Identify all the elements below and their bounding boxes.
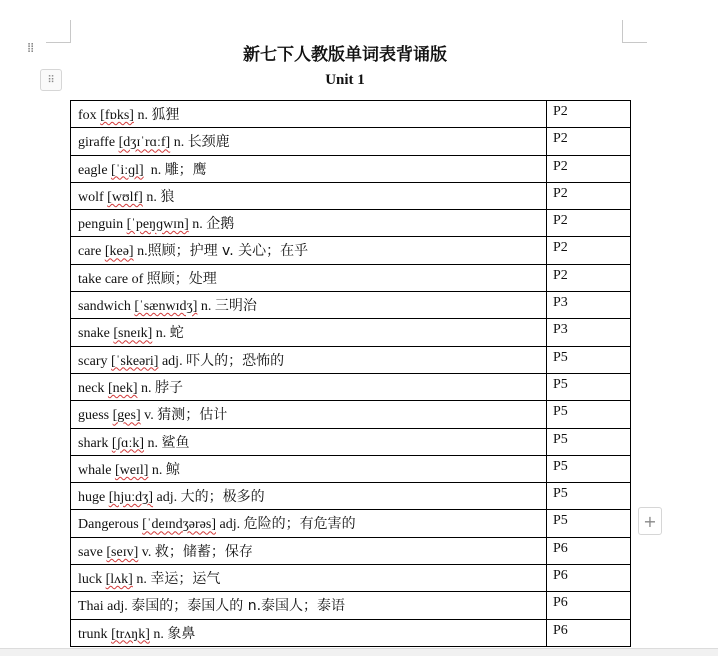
page-number: P2 <box>553 213 568 229</box>
table-row <box>71 101 631 128</box>
meaning-text: 企鹅 <box>206 216 235 233</box>
word-cell[interactable] <box>71 237 547 264</box>
phonetic-text: [ˈskeəri] <box>111 353 159 369</box>
table-row <box>71 537 631 564</box>
meaning-text: 照顾；处理 <box>146 270 217 287</box>
table-row <box>71 182 631 209</box>
meaning-text: 照顾；护理 v. 关心；在乎 <box>147 243 309 260</box>
page-number: P2 <box>553 185 568 201</box>
word-cell[interactable] <box>71 565 547 592</box>
meaning-text: 脖子 <box>154 379 183 396</box>
phonetic-text: [lʌk] <box>105 572 133 588</box>
page-number: P5 <box>553 486 568 502</box>
meaning-text: 三明治 <box>214 298 257 315</box>
part-of-speech: adj. <box>153 490 181 506</box>
page-cell[interactable] <box>547 292 631 319</box>
word-cell[interactable] <box>71 483 547 510</box>
part-of-speech: adj. <box>158 353 187 369</box>
phonetic-text: [weɪl] <box>114 462 149 478</box>
part-of-speech: n. <box>188 217 207 233</box>
word-cell[interactable] <box>71 210 547 237</box>
page-cell[interactable] <box>547 237 631 264</box>
grip-icon[interactable]: ⠿ <box>40 69 62 91</box>
table-row <box>71 264 631 291</box>
phonetic-text: [ˈsænwɪdʒ] <box>134 299 198 315</box>
page-cell[interactable] <box>547 128 631 155</box>
page-cell[interactable] <box>547 155 631 182</box>
document-title: 新七下人教版单词表背诵版 <box>243 45 447 65</box>
part-of-speech: n. <box>142 189 161 205</box>
word-text: take care of <box>78 271 144 287</box>
word-cell[interactable] <box>71 346 547 373</box>
page-cell[interactable] <box>547 182 631 209</box>
word-text: save <box>78 544 103 560</box>
word-cell[interactable] <box>71 128 547 155</box>
page-number: P2 <box>553 240 568 256</box>
word-text: shark <box>78 435 109 451</box>
word-text: eagle <box>78 162 108 178</box>
page-cell[interactable] <box>547 210 631 237</box>
meaning-text: 象鼻 <box>167 625 196 642</box>
part-of-speech: adj. <box>216 517 244 533</box>
word-text: luck <box>78 572 103 588</box>
word-text: sandwich <box>78 299 131 315</box>
unit-heading: Unit 1 <box>325 72 365 88</box>
meaning-text: 猜测；估计 <box>157 407 228 424</box>
part-of-speech: n. <box>148 462 166 478</box>
word-cell[interactable] <box>71 510 547 537</box>
drag-handle-icon[interactable]: ⁞⁞ <box>27 41 34 56</box>
word-text: fox <box>78 108 97 123</box>
word-cell[interactable] <box>71 155 547 182</box>
meaning-text: 蛇 <box>169 325 184 342</box>
word-cell[interactable] <box>71 455 547 482</box>
part-of-speech: n. <box>144 435 162 451</box>
part-of-speech: v. <box>138 544 155 560</box>
part-of-speech: n. <box>197 299 215 315</box>
word-cell[interactable] <box>71 182 547 209</box>
part-of-speech: n. <box>137 380 155 396</box>
table-row <box>71 565 631 592</box>
word-cell[interactable] <box>71 292 547 319</box>
part-of-speech: n. <box>133 244 148 260</box>
phonetic-text: [wʊlf] <box>107 189 143 205</box>
part-of-speech: n. <box>170 135 188 151</box>
plus-icon[interactable]: + <box>638 507 662 535</box>
word-text: snake <box>78 326 110 342</box>
meaning-text: 幸运；运气 <box>150 571 221 588</box>
word-cell[interactable] <box>71 592 547 619</box>
phonetic-text: [ˈiːɡl] <box>111 162 144 178</box>
page-number: P5 <box>553 404 568 420</box>
table-row <box>71 128 631 155</box>
page-cell[interactable] <box>547 483 631 510</box>
table-row <box>71 210 631 237</box>
phonetic-text: [hjuːdʒ] <box>108 490 154 506</box>
meaning-text: 吓人的；恐怖的 <box>186 352 285 369</box>
table-row <box>71 619 631 646</box>
page-cell[interactable] <box>547 537 631 564</box>
page-corner-mark <box>46 20 71 43</box>
table-row <box>71 292 631 319</box>
word-cell[interactable] <box>71 319 547 346</box>
page-number: P5 <box>553 376 568 392</box>
page-corner-mark <box>622 20 647 43</box>
table-row <box>71 510 631 537</box>
meaning-text: 危险的；有危害的 <box>243 516 356 533</box>
page-number: P2 <box>553 267 568 283</box>
meaning-text: 泰国的；泰国人的 n.泰国人；泰语 <box>131 598 346 615</box>
word-text: Thai <box>78 599 104 615</box>
phonetic-text: [ˈdeɪndʒərəs] <box>142 517 216 533</box>
page-cell[interactable] <box>547 565 631 592</box>
phonetic-text: [nek] <box>107 380 138 396</box>
meaning-text: 长颈鹿 <box>187 134 230 151</box>
page-cell[interactable] <box>547 455 631 482</box>
word-cell[interactable] <box>71 401 547 428</box>
page-cell[interactable] <box>547 101 631 128</box>
page-cell[interactable] <box>547 373 631 400</box>
word-text: neck <box>78 380 105 396</box>
page-cell[interactable] <box>547 319 631 346</box>
phonetic-text: [trʌŋk] <box>111 626 150 642</box>
page-cell[interactable] <box>547 428 631 455</box>
word-text: penguin <box>78 217 124 233</box>
page-number: P5 <box>553 458 568 474</box>
page-cell[interactable] <box>547 619 631 646</box>
word-cell[interactable] <box>71 373 547 400</box>
table-row <box>71 428 631 455</box>
page-number: P5 <box>553 513 568 529</box>
part-of-speech: n. <box>152 326 170 342</box>
vocabulary-table <box>70 100 631 647</box>
page-number: P2 <box>553 158 568 174</box>
word-text: giraffe <box>78 135 116 151</box>
page-cell[interactable] <box>547 264 631 291</box>
word-text: scary <box>78 353 108 369</box>
table-row <box>71 592 631 619</box>
page-number: P6 <box>553 595 568 611</box>
word-cell[interactable] <box>71 537 547 564</box>
page-number: P2 <box>553 131 568 147</box>
meaning-text: 大的；极多的 <box>180 489 265 506</box>
meaning-text: 救；储蓄；保存 <box>154 543 253 560</box>
page-number: P6 <box>553 540 568 556</box>
page-cell[interactable] <box>547 510 631 537</box>
part-of-speech: n. <box>149 626 168 642</box>
page-number: P6 <box>553 622 568 638</box>
word-text: huge <box>78 490 106 506</box>
word-cell[interactable] <box>71 619 547 646</box>
meaning-text: 鲸 <box>165 461 180 478</box>
table-row <box>71 319 631 346</box>
phonetic-text: [fɒks] <box>100 108 134 123</box>
phonetic-text: [keə] <box>104 244 134 260</box>
word-cell[interactable] <box>71 264 547 291</box>
page-number: P5 <box>553 349 568 365</box>
part-of-speech: n. <box>132 572 151 588</box>
meaning-text: 雕；鹰 <box>164 161 207 178</box>
meaning-text: 狼 <box>160 188 175 205</box>
phonetic-text: [sneɪk] <box>113 326 153 342</box>
word-text: wolf <box>78 189 104 205</box>
word-text: Dangerous <box>78 517 139 533</box>
phonetic-text: [ges] <box>112 408 141 424</box>
table-row <box>71 455 631 482</box>
word-cell[interactable] <box>71 101 547 128</box>
word-text: whale <box>78 462 112 478</box>
phonetic-text: [ˈpeŋɡwɪn] <box>126 217 189 233</box>
phonetic-text: [ʃɑːk] <box>111 435 145 451</box>
word-text: care <box>78 244 105 260</box>
part-of-speech: v. <box>140 408 158 424</box>
part-of-speech: adj. <box>103 599 132 615</box>
part-of-speech: n. <box>133 108 152 123</box>
table-row <box>71 346 631 373</box>
part-of-speech: n. <box>143 162 165 178</box>
table-row <box>71 373 631 400</box>
meaning-text: 狐狸 <box>151 107 180 123</box>
page-cell[interactable] <box>547 346 631 373</box>
phonetic-text: [seɪv] <box>106 544 139 560</box>
table-row <box>71 401 631 428</box>
word-text: guess <box>78 408 110 424</box>
page-number: P3 <box>553 295 568 311</box>
word-text: trunk <box>78 626 108 642</box>
phonetic-text: [dʒɪˈrɑːf] <box>118 135 171 151</box>
table-row <box>71 237 631 264</box>
meaning-text: 鲨鱼 <box>161 434 190 451</box>
page-number: P3 <box>553 322 568 338</box>
page-cell[interactable] <box>547 401 631 428</box>
word-cell[interactable] <box>71 428 547 455</box>
page-number: P6 <box>553 568 568 584</box>
page-number: P5 <box>553 431 568 447</box>
table-row <box>71 483 631 510</box>
page-number: P2 <box>553 104 568 119</box>
page-cell[interactable] <box>547 592 631 619</box>
table-row <box>71 155 631 182</box>
